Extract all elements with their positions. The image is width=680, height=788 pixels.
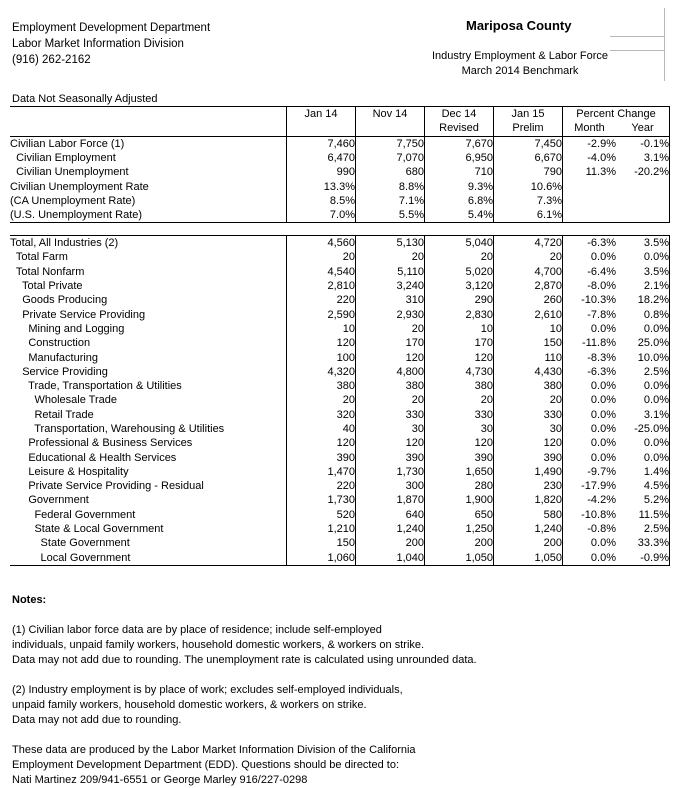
cell-nov14: 120	[356, 436, 425, 450]
cell-jan15: 1,490	[494, 465, 563, 479]
cell-month-change: 0.0%	[590, 437, 616, 450]
cell-dec14: 1,250	[425, 522, 494, 536]
cell-year-change	[616, 194, 670, 208]
cell-jan15: 2,610	[494, 307, 563, 321]
cell-jan15: 6,670	[494, 151, 563, 165]
org-name: Employment Development Department	[12, 22, 211, 34]
cell-month-change: -10.8%	[581, 508, 616, 521]
cell-jan14: 10	[287, 322, 356, 336]
cell-jan14: 4,320	[287, 365, 356, 379]
cell-nov14: 7,070	[356, 151, 425, 165]
cell-jan15: 1,820	[494, 493, 563, 507]
table-row	[10, 136, 670, 151]
table-row	[10, 265, 670, 279]
org-block	[12, 20, 210, 68]
cell-year-change: 0.0%	[616, 393, 670, 407]
cell-jan15: 20	[494, 250, 563, 264]
cell-month-change: 0.0%	[563, 551, 617, 566]
row-label: Wholesale Trade	[10, 393, 287, 407]
cell-dec14: 1,900	[425, 493, 494, 507]
cell-dec14: 380	[425, 379, 494, 393]
cell-month-change: 0.0%	[590, 394, 616, 407]
cell-dec14: 9.3%	[425, 179, 494, 193]
table-row	[10, 465, 670, 479]
cell-jan15: 1,050	[494, 551, 563, 566]
report-line-1: Industry Employment & Labor Force	[431, 50, 609, 62]
cell-year-change	[616, 179, 670, 193]
cell-jan15: 260	[494, 293, 563, 307]
note-2-line-2: unpaid family workers, household domestic workers, & workers on strike.	[12, 699, 367, 711]
frame-line	[610, 36, 665, 37]
cell-year-change: -20.2%	[616, 165, 670, 179]
row-label: Service Providing	[10, 365, 287, 379]
cell-year-change: -0.1%	[616, 136, 670, 151]
table-row	[10, 336, 670, 350]
note-1-line-3: Data may not add due to rounding. The unemployment rate is calculated using unrounded data.	[12, 654, 477, 666]
note-1-line-2: individuals, unpaid family workers, household domestic workers, & workers on strike.	[12, 639, 425, 651]
table-row	[10, 479, 670, 493]
row-label: Civilian Labor Force (1)	[10, 136, 287, 151]
cell-year-change: 0.0%	[616, 436, 670, 450]
cell-dec14: 6.8%	[425, 194, 494, 208]
cell-nov14: 330	[356, 408, 425, 422]
cell-jan14: 2,590	[287, 307, 356, 321]
cell-dec14: 4,730	[425, 365, 494, 379]
row-label: Trade, Transportation & Utilities	[10, 379, 287, 393]
cell-month-change: 0.0%	[590, 423, 616, 435]
cell-year-change: 0.0%	[616, 250, 670, 264]
cell-jan15: 380	[494, 379, 563, 393]
cell-jan15: 4,430	[494, 365, 563, 379]
note-2-line-1: (2) Industry employment is by place of work; excludes self-employed individuals,	[12, 684, 403, 696]
adjustment-note: Data Not Seasonally Adjusted	[12, 93, 158, 105]
cell-dec14: 170	[425, 336, 494, 350]
table-row	[10, 279, 670, 293]
row-label: (CA Unemployment Rate)	[10, 194, 287, 208]
cell-jan15: 10	[494, 322, 563, 336]
cell-jan14: 7.0%	[287, 208, 356, 223]
table-row	[10, 508, 670, 522]
cell-jan15: 4,720	[494, 236, 563, 251]
table-row	[10, 322, 670, 336]
row-label: Civilian Unemployment Rate	[10, 179, 287, 193]
cell-month-change: 0.0%	[590, 408, 616, 421]
row-label: Educational & Health Services	[10, 450, 287, 464]
cell-year-change: 33.3%	[616, 536, 670, 550]
cell-month-change: -4.0%	[587, 152, 616, 165]
cell-year-change: 3.5%	[616, 265, 670, 279]
table-row	[10, 350, 670, 364]
cell-nov14: 120	[356, 350, 425, 364]
table-row	[10, 194, 670, 208]
cell-jan14: 150	[287, 536, 356, 550]
cell-dec14: 120	[425, 436, 494, 450]
cell-year-change	[616, 208, 670, 223]
report-line-2: March 2014 Benchmark	[461, 65, 579, 77]
row-label: State & Local Government	[10, 522, 287, 536]
cell-dec14: 7,670	[425, 136, 494, 151]
cell-nov14: 5,130	[356, 236, 425, 251]
col-jan15-prelim: Prelim	[494, 121, 563, 136]
cell-year-change: 0.0%	[616, 450, 670, 464]
table-row	[10, 293, 670, 307]
row-label: Total Private	[10, 279, 287, 293]
row-label: Civilian Employment	[10, 151, 287, 165]
cell-month-change: 11.3%	[585, 166, 616, 179]
cell-jan14: 990	[287, 165, 356, 179]
cell-jan14: 220	[287, 479, 356, 493]
cell-jan15: 7.3%	[494, 194, 563, 208]
notes-section	[12, 593, 477, 788]
cell-jan14: 13.3%	[287, 179, 356, 193]
cell-nov14: 1,870	[356, 493, 425, 507]
cell-dec14: 1,650	[425, 465, 494, 479]
cell-month-change	[563, 179, 617, 193]
cell-jan15: 150	[494, 336, 563, 350]
cell-nov14: 20	[356, 250, 425, 264]
cell-dec14: 330	[425, 408, 494, 422]
cell-month-change: -8.0%	[587, 280, 616, 293]
cell-nov14: 3,240	[356, 279, 425, 293]
cell-jan14: 1,470	[287, 465, 356, 479]
cell-month-change: -0.8%	[587, 523, 616, 536]
row-label: Construction	[10, 336, 287, 350]
cell-nov14: 5.5%	[356, 208, 425, 223]
cell-jan14: 6,470	[287, 151, 356, 165]
cell-dec14: 390	[425, 450, 494, 464]
cell-jan14: 120	[287, 336, 356, 350]
cell-jan14: 520	[287, 508, 356, 522]
cell-jan15: 30	[494, 422, 563, 436]
industry-table	[10, 235, 670, 566]
cell-jan14: 4,540	[287, 265, 356, 279]
row-label: Government	[10, 493, 287, 507]
cell-nov14: 680	[356, 165, 425, 179]
cell-year-change: 18.2%	[616, 293, 670, 307]
row-label: State Government	[10, 536, 287, 550]
cell-year-change: 5.2%	[616, 493, 670, 507]
row-label: Leisure & Hospitality	[10, 465, 287, 479]
row-label: Total Farm	[10, 250, 287, 264]
table-row	[10, 536, 670, 550]
row-label: Private Service Providing - Residual	[10, 479, 287, 493]
cell-nov14: 200	[356, 536, 425, 550]
row-label: Manufacturing	[10, 350, 287, 364]
cell-year-change: 4.5%	[616, 479, 670, 493]
table-row	[10, 250, 670, 264]
col-dec14-revised: Revised	[425, 121, 494, 136]
cell-jan14: 7,460	[287, 136, 356, 151]
cell-year-change: 3.1%	[616, 408, 670, 422]
cell-year-change: 2.5%	[616, 522, 670, 536]
row-label: Federal Government	[10, 508, 287, 522]
cell-jan14: 8.5%	[287, 194, 356, 208]
cell-jan15: 110	[494, 350, 563, 364]
row-label: Total, All Industries (2)	[10, 236, 287, 251]
cell-month-change: -9.7%	[587, 465, 616, 478]
cell-jan15: 7,450	[494, 136, 563, 151]
note-3-line-2: Employment Development Department (EDD). Questions should be directed to:	[12, 759, 400, 771]
cell-nov14: 390	[356, 450, 425, 464]
cell-month-change: 0.0%	[590, 251, 616, 264]
cell-month-change: -6.3%	[587, 365, 616, 378]
cell-jan15: 4,700	[494, 265, 563, 279]
table-row	[10, 450, 670, 464]
cell-month-change: -2.9%	[587, 137, 616, 150]
table-row	[10, 236, 670, 251]
cell-nov14: 20	[356, 393, 425, 407]
cell-dec14: 5,040	[425, 236, 494, 251]
cell-dec14: 200	[425, 536, 494, 550]
cell-nov14: 7.1%	[356, 194, 425, 208]
table-row	[10, 208, 670, 223]
frame-line	[664, 8, 665, 81]
cell-year-change: 11.5%	[616, 508, 670, 522]
cell-dec14: 280	[425, 479, 494, 493]
row-label: Total Nonfarm	[10, 265, 287, 279]
table-row	[10, 408, 670, 422]
cell-year-change: 0.0%	[616, 322, 670, 336]
labor-force-table	[10, 106, 670, 223]
notes-title: Notes:	[12, 594, 47, 606]
cell-year-change: 2.1%	[616, 279, 670, 293]
cell-year-change: 0.0%	[616, 379, 670, 393]
col-jan14: Jan 14	[287, 107, 356, 122]
cell-nov14: 640	[356, 508, 425, 522]
cell-month-change: -4.2%	[587, 494, 616, 507]
table-row	[10, 551, 670, 566]
cell-jan14: 20	[287, 250, 356, 264]
cell-jan14: 1,210	[287, 522, 356, 536]
cell-year-change: 3.5%	[616, 236, 670, 251]
cell-year-change: 2.5%	[616, 365, 670, 379]
frame-line	[610, 50, 665, 51]
cell-jan14: 220	[287, 293, 356, 307]
row-label: (U.S. Unemployment Rate)	[10, 208, 287, 223]
cell-nov14: 300	[356, 479, 425, 493]
row-label: Private Service Providing	[10, 307, 287, 321]
row-label: Goods Producing	[10, 293, 287, 307]
cell-dec14: 290	[425, 293, 494, 307]
note-1-line-1: (1) Civilian labor force data are by place of residence; include self-employed	[12, 624, 382, 636]
cell-dec14: 1,050	[425, 551, 494, 566]
table-row	[10, 151, 670, 165]
cell-jan14: 390	[287, 450, 356, 464]
table-row	[10, 379, 670, 393]
cell-jan14: 2,810	[287, 279, 356, 293]
cell-jan15: 2,870	[494, 279, 563, 293]
cell-jan15: 1,240	[494, 522, 563, 536]
row-label: Civilian Unemployment	[10, 165, 287, 179]
cell-jan14: 4,560	[287, 236, 356, 251]
cell-month-change: -11.8%	[581, 337, 616, 350]
col-nov14: Nov 14	[356, 107, 425, 122]
table-row	[10, 493, 670, 507]
note-3-line-1: These data are produced by the Labor Market Information Division of the California	[12, 744, 416, 756]
column-subheader-row	[10, 121, 670, 136]
cell-dec14: 650	[425, 508, 494, 522]
cell-nov14: 4,800	[356, 365, 425, 379]
cell-jan15: 390	[494, 450, 563, 464]
cell-month-change: -6.3%	[563, 236, 617, 251]
cell-nov14: 7,750	[356, 136, 425, 151]
col-percent-change: Percent Change	[563, 107, 670, 122]
cell-jan15: 6.1%	[494, 208, 563, 223]
cell-month-change: -10.3%	[581, 294, 616, 307]
phone-number: (916) 262-2162	[12, 54, 91, 66]
row-label: Mining and Logging	[10, 322, 287, 336]
cell-dec14: 30	[425, 422, 494, 436]
cell-jan15: 790	[494, 165, 563, 179]
cell-jan15: 20	[494, 393, 563, 407]
cell-jan15: 230	[494, 479, 563, 493]
cell-jan14: 1,730	[287, 493, 356, 507]
row-label: Local Government	[10, 551, 287, 566]
cell-month-change: -7.8%	[587, 308, 616, 321]
cell-year-change: 3.1%	[616, 151, 670, 165]
col-dec14: Dec 14	[425, 107, 494, 122]
cell-year-change: -0.9%	[616, 551, 670, 566]
cell-dec14: 3,120	[425, 279, 494, 293]
note-2-line-3: Data may not add due to rounding.	[12, 714, 182, 726]
cell-jan15: 580	[494, 508, 563, 522]
cell-month-change: -17.9%	[581, 480, 616, 493]
cell-month-change: 0.0%	[590, 380, 616, 393]
cell-month-change: -6.4%	[587, 265, 616, 278]
cell-dec14: 120	[425, 350, 494, 364]
table-row	[10, 422, 670, 436]
cell-dec14: 2,830	[425, 307, 494, 321]
cell-dec14: 5,020	[425, 265, 494, 279]
col-month: Month	[563, 121, 617, 136]
cell-jan15: 200	[494, 536, 563, 550]
table-row	[10, 365, 670, 379]
cell-dec14: 6,950	[425, 151, 494, 165]
cell-dec14: 5.4%	[425, 208, 494, 223]
cell-nov14: 2,930	[356, 307, 425, 321]
county-title: Mariposa County	[466, 18, 572, 33]
cell-month-change: 0.0%	[590, 451, 616, 464]
row-label: Transportation, Warehousing & Utilities	[10, 422, 287, 436]
cell-nov14: 8.8%	[356, 179, 425, 193]
cell-jan14: 20	[287, 393, 356, 407]
cell-jan15: 120	[494, 436, 563, 450]
table-row	[10, 393, 670, 407]
cell-jan15: 330	[494, 408, 563, 422]
cell-dec14: 20	[425, 250, 494, 264]
cell-month-change	[563, 194, 617, 208]
cell-month-change: -8.3%	[587, 351, 616, 364]
cell-jan14: 40	[287, 422, 356, 436]
cell-nov14: 1,240	[356, 522, 425, 536]
cell-nov14: 1,730	[356, 465, 425, 479]
note-3-line-3: Nati Martinez 209/941-6551 or George Marley 916/227-0298	[12, 774, 308, 786]
col-year: Year	[616, 121, 670, 136]
cell-nov14: 20	[356, 322, 425, 336]
table-row	[10, 436, 670, 450]
cell-year-change: 10.0%	[616, 350, 670, 364]
cell-month-change: 0.0%	[590, 537, 616, 550]
cell-jan14: 1,060	[287, 551, 356, 566]
cell-year-change: 25.0%	[616, 336, 670, 350]
cell-nov14: 380	[356, 379, 425, 393]
cell-nov14: 310	[356, 293, 425, 307]
row-label: Retail Trade	[10, 408, 287, 422]
row-label: Professional & Business Services	[10, 436, 287, 450]
column-header-row	[10, 107, 670, 122]
cell-nov14: 5,110	[356, 265, 425, 279]
cell-dec14: 20	[425, 393, 494, 407]
table-row	[10, 165, 670, 179]
cell-month-change: 0.0%	[590, 322, 616, 335]
cell-dec14: 710	[425, 165, 494, 179]
cell-jan14: 100	[287, 350, 356, 364]
cell-year-change: 1.4%	[616, 465, 670, 479]
cell-jan14: 120	[287, 436, 356, 450]
cell-nov14: 170	[356, 336, 425, 350]
col-jan15: Jan 15	[494, 107, 563, 122]
cell-year-change: -25.0%	[616, 422, 670, 436]
cell-year-change: 0.8%	[616, 307, 670, 321]
cell-jan14: 320	[287, 408, 356, 422]
cell-nov14: 30	[356, 422, 425, 436]
cell-month-change	[563, 208, 617, 223]
report-subtitle	[420, 49, 620, 79]
table-row	[10, 179, 670, 193]
cell-dec14: 10	[425, 322, 494, 336]
table-row	[10, 307, 670, 321]
division-name: Labor Market Information Division	[12, 38, 184, 50]
cell-jan14: 380	[287, 379, 356, 393]
cell-nov14: 1,040	[356, 551, 425, 566]
cell-jan15: 10.6%	[494, 179, 563, 193]
table-row	[10, 522, 670, 536]
